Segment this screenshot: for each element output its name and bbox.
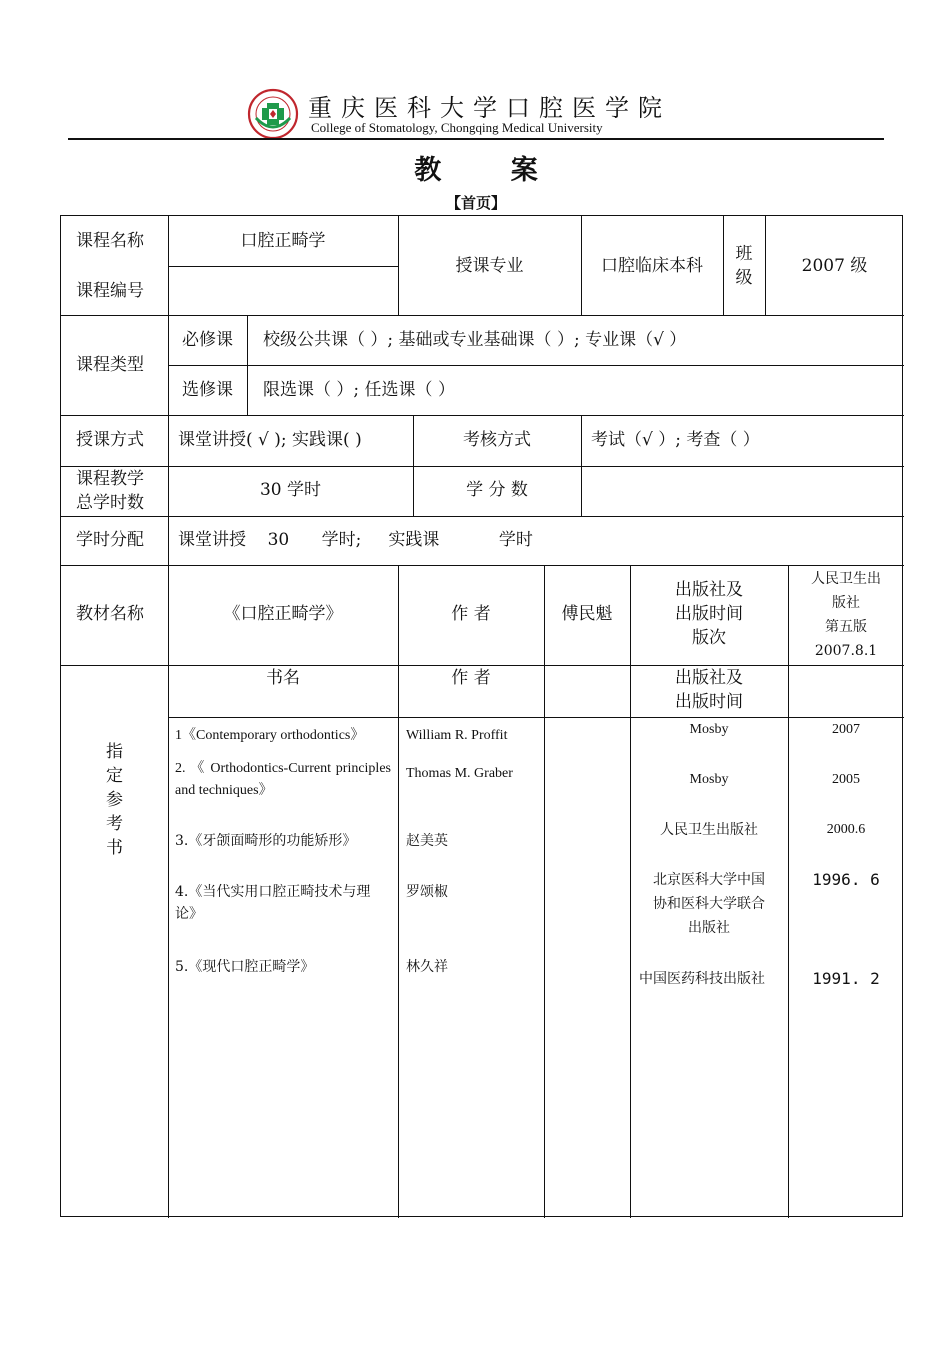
course-code-label: 课程编号 <box>76 281 144 301</box>
grid-line <box>168 717 904 718</box>
course-type-label: 课程类型 <box>76 355 144 375</box>
reference-4-author: 罗颂椒 <box>406 884 448 900</box>
major-value: 口腔临床本科 <box>601 256 703 276</box>
class-value: 2007 级 <box>801 256 868 276</box>
reference-1-book: 1《Contemporary orthodontics》 <box>175 728 365 743</box>
textbook-publisher: 人民卫生出 版社 第五版 2007.8.1 <box>811 571 881 659</box>
reference-2-year: 2005 <box>832 772 860 787</box>
grid-line <box>168 216 169 1218</box>
grid-line <box>398 565 399 1218</box>
references-header-author: 作 者 <box>451 668 491 688</box>
textbook-author-label: 作 者 <box>451 604 491 624</box>
references-header-book: 书名 <box>266 668 300 688</box>
reference-5-author: 林久祥 <box>406 959 448 975</box>
grid-line <box>581 415 582 516</box>
reference-1-author: William R. Proffit <box>406 728 508 743</box>
lesson-plan-form <box>60 215 903 1217</box>
total-hours-value: 30 学时 <box>259 480 322 500</box>
reference-5-publisher: 中国医药科技出版社 <box>639 971 765 987</box>
grid-line <box>61 415 904 416</box>
elective-label: 选修课 <box>182 380 233 400</box>
reference-2-author: Thomas M. Graber <box>406 766 513 781</box>
reference-5-book: 5.《现代口腔正畸学》 <box>175 959 315 975</box>
reference-3-year: 2000.6 <box>826 822 866 837</box>
reference-4-publisher: 北京医科大学中国 协和医科大学联合 出版社 <box>653 872 765 936</box>
grid-line <box>61 516 904 517</box>
reference-3-book: 3.《牙颌面畸形的功能矫形》 <box>175 833 357 849</box>
grid-line <box>168 365 904 366</box>
grid-line <box>247 315 248 415</box>
teaching-mode-label: 授课方式 <box>76 430 144 450</box>
document-subtitle: 【首页】 <box>445 194 506 212</box>
elective-value: 限选课（ ）; 任选课（ ） <box>263 380 455 400</box>
textbook-title: 《口腔正畸学》 <box>223 604 343 624</box>
page-header <box>0 84 952 144</box>
course-name-value: 口腔正畸学 <box>240 231 326 251</box>
reference-3-publisher: 人民卫生出版社 <box>660 822 758 838</box>
major-label: 授课专业 <box>455 256 524 276</box>
reference-2-publisher: Mosby <box>689 772 729 787</box>
grid-line <box>544 565 545 1218</box>
grid-line <box>168 266 398 267</box>
required-value: 校级公共课（ ）; 基础或专业基础课（ ）; 专业课（√ ） <box>263 330 687 350</box>
credits-label: 学 分 数 <box>466 480 528 500</box>
teaching-mode-value: 课堂讲授( √ ); 实践课( ) <box>178 430 362 450</box>
reference-1-year: 2007 <box>832 722 860 737</box>
class-label: 班 级 <box>735 244 753 288</box>
textbook-label: 教材名称 <box>76 604 144 624</box>
reference-4-year: 1996. 6 <box>812 870 880 889</box>
university-name-en: College of Stomatology, Chongqing Medical University <box>311 120 603 135</box>
exam-mode-label: 考核方式 <box>463 430 531 450</box>
reference-1-publisher: Mosby <box>689 722 729 737</box>
required-label: 必修课 <box>182 330 233 350</box>
textbook-publisher-label: 出版社及 出版时间 版次 <box>675 580 743 648</box>
hour-allocation-label: 学时分配 <box>76 530 144 550</box>
course-name-label: 课程名称 <box>76 231 144 251</box>
total-hours-label: 课程教学 总学时数 <box>76 469 144 513</box>
grid-line <box>61 315 904 316</box>
reference-2-book: 2. 《 Orthodontics-Current principles and techniques》 <box>175 761 391 798</box>
textbook-author: 傅民魁 <box>561 604 613 624</box>
references-label: 指 定 参 考 书 <box>106 742 123 858</box>
exam-mode-value: 考试（√ ）; 考查（ ） <box>591 430 760 450</box>
reference-5-year: 1991. 2 <box>812 969 880 988</box>
university-name-cn: 重庆医科大学口腔医学院 <box>308 94 671 122</box>
university-seal-icon <box>247 88 299 140</box>
grid-line <box>61 565 904 566</box>
references-header-publisher: 出版社及 出版时间 <box>675 668 743 712</box>
grid-line <box>61 466 904 467</box>
document-title: 教 案 <box>414 155 568 186</box>
reference-4-book: 4.《当代实用口腔正畸技术与理论》 <box>175 884 371 922</box>
hour-allocation-value: 课堂讲授 30 学时; 实践课 学时 <box>178 530 533 550</box>
reference-3-author: 赵美英 <box>406 833 448 849</box>
header-rule <box>68 138 884 140</box>
